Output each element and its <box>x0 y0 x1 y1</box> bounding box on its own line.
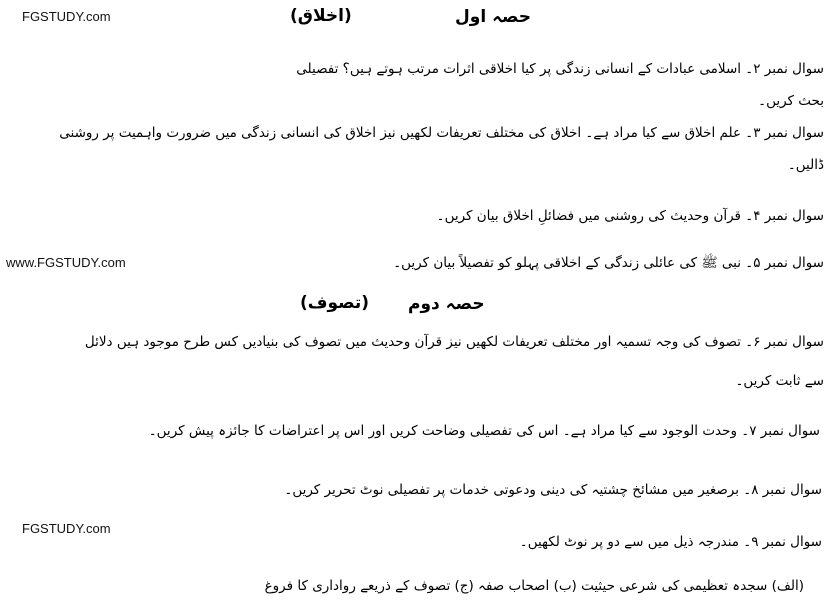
question-2-line-1: سوال نمبر ۲۔ اسلامی عبادات کے انسانی زندگی پر کیا اخلاقی اثرات مرتب ہوتے ہیں؟ تفصیلی <box>296 61 824 77</box>
part-two-title: حصہ دوم <box>408 294 485 314</box>
part-one-subject: (اخلاق) <box>290 6 352 26</box>
question-7: سوال نمبر ۷۔ وحدت الوجود سے کیا مراد ہے۔ اس کی تفصیلی وضاحت کریں اور اس پر اعتراضات کا جائزہ پیش کریں۔ <box>148 423 820 439</box>
watermark: FGSTUDY.com <box>22 521 111 536</box>
question-5: سوال نمبر ۵۔ نبی ﷺ کی عائلی زندگی کے اخلاقی پہلو کو تفصیلاً بیان کریں۔ <box>393 255 824 271</box>
watermark: FGSTUDY.com <box>22 9 111 24</box>
question-3-line-1: سوال نمبر ۳۔ علم اخلاق سے کیا مراد ہے۔ اخلاق کی مختلف تعریفات لکھیں نیز اخلاق کی انسانی زندگی میں ضرورت واہمیت پر روشنی <box>59 125 824 141</box>
part-two-subject: (تصوف) <box>300 293 370 313</box>
part-one-title: حصہ اول <box>455 7 532 27</box>
question-9-options: (الف) سجدہ تعظیمی کی شرعی حیثیت (ب) اصحاب صفہ (ج) تصوف کے ذریعے رواداری کا فروغ <box>264 578 804 594</box>
question-9: سوال نمبر ۹۔ مندرجہ ذیل میں سے دو پر نوٹ لکھیں۔ <box>519 534 822 550</box>
question-3-line-2: ڈالیں۔ <box>787 157 824 173</box>
watermark: www.FGSTUDY.com <box>6 255 126 270</box>
question-6-line-1: سوال نمبر ۶۔ تصوف کی وجہ تسمیہ اور مختلف تعریفات لکھیں نیز قرآن وحدیث میں تصوف کی بنیادیں کس طرح موجود ہیں دلائل <box>84 334 824 350</box>
question-8: سوال نمبر ۸۔ برصغیر میں مشائخ چشتیہ کی دینی ودعوتی خدمات پر تفصیلی نوٹ تحریر کریں۔ <box>284 482 822 498</box>
question-2-line-2: بحث کریں۔ <box>758 93 824 109</box>
question-4: سوال نمبر ۴۔ قرآن وحدیث کی روشنی میں فضائلِ اخلاق بیان کریں۔ <box>436 208 824 224</box>
question-6-line-2: سے ثابت کریں۔ <box>735 373 824 389</box>
